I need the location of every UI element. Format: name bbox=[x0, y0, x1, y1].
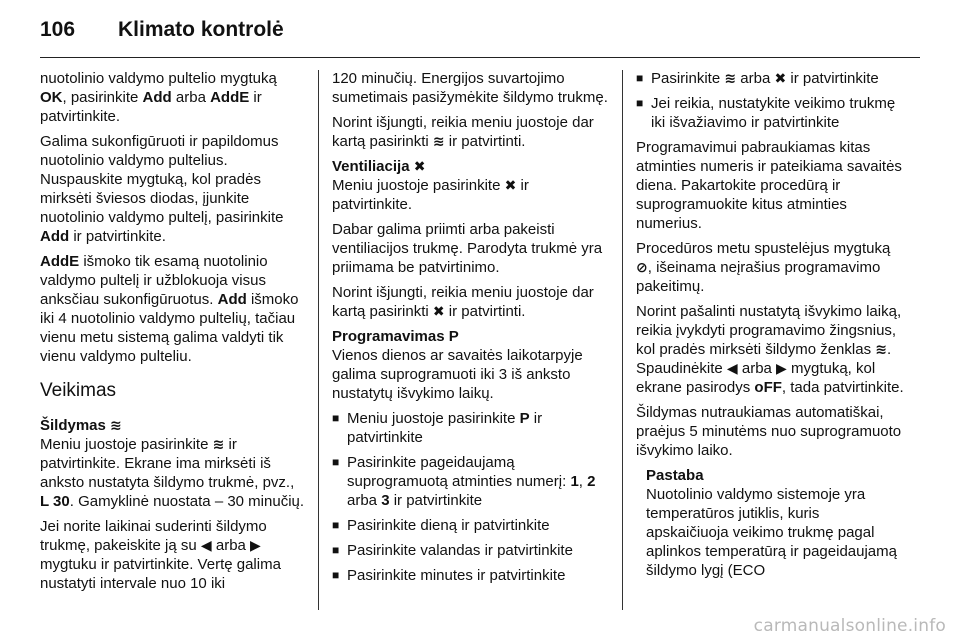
text: ir patvirtinti. bbox=[444, 133, 526, 150]
text: Pasirinkite pageidaujamą suprogramuotą atminties numerį: bbox=[347, 454, 571, 490]
adde-label: AddE bbox=[210, 89, 250, 106]
list-item bbox=[332, 409, 612, 447]
list-item: ■ Pasirinkite valandas ir patvirtinkite bbox=[332, 541, 612, 560]
text: arba bbox=[736, 70, 775, 87]
paragraph: Programavimui pabraukiamas kitas atminties numeris ir pateikiama savaitės diena. Pakartokite procedūrą ir suprogramuokite kitus atminties numerius. bbox=[636, 139, 902, 232]
paragraph bbox=[332, 176, 612, 214]
memory-number: 1 bbox=[570, 473, 579, 490]
ok-label: OK bbox=[40, 89, 63, 106]
text: ir patvirtinkite bbox=[786, 70, 879, 87]
subheading-heating bbox=[40, 416, 306, 435]
add-label: Add bbox=[142, 89, 172, 106]
text: arba bbox=[211, 537, 251, 554]
list-item bbox=[332, 453, 612, 510]
text: mygtuku ir patvirtinkite. Vertę galima nustatyti intervale nuo 10 iki bbox=[40, 556, 281, 592]
paragraph bbox=[40, 132, 306, 246]
paragraph bbox=[40, 69, 306, 126]
list-item bbox=[636, 69, 904, 88]
text: Norint pašalinti nustatytą išvykimo laiką, reikia įvykdyti programavimo žingsnius, kol pradės mirksėti šildymo ženklas bbox=[636, 303, 902, 358]
page-number: 106 bbox=[40, 18, 76, 41]
text: mygtuką, kol ekrane pasirodys bbox=[636, 360, 876, 396]
paragraph bbox=[636, 302, 904, 397]
text: ir patvirtinkite bbox=[389, 492, 483, 509]
fan-icon: ✖ bbox=[504, 177, 517, 193]
list-item: ■ Pasirinkite dieną ir patvirtinkite bbox=[332, 516, 612, 535]
text: Galima sukonfigūruoti ir papildomus nuotolinio valdymo pultelius. Nuspauskite mygtuką, kol pradės mirksėti šviesos diodas, įjunkite nuotolinio valdymo pultelį, pasirinkite bbox=[40, 133, 284, 226]
paragraph: Vienos dienos ar savaitės laikotarpyje galima suprogramuoti iki 3 iš anksto nustatytų išvykimo laikų. bbox=[332, 347, 583, 402]
fan-icon: ✖ bbox=[774, 70, 787, 86]
heating-icon: ≋ bbox=[212, 436, 225, 452]
add-label: Add bbox=[217, 291, 247, 308]
column-3 bbox=[636, 69, 904, 586]
text: ir patvirtinkite. bbox=[40, 89, 262, 125]
back-icon: ⊘ bbox=[636, 259, 648, 275]
text: . Spaudinėkite bbox=[636, 341, 892, 377]
adde-label: AddE bbox=[40, 253, 80, 270]
duration-value: L 30 bbox=[40, 493, 70, 510]
heating-icon: ≋ bbox=[432, 133, 445, 149]
paragraph bbox=[332, 283, 612, 321]
list-item: ■ Pasirinkite minutes ir patvirtinkite bbox=[332, 566, 612, 585]
heating-icon: ≋ bbox=[110, 417, 122, 433]
text: arba bbox=[171, 89, 211, 106]
text: . Gamyklinė nuostata – 30 minučių. bbox=[69, 493, 305, 510]
text: išmoko tik esamą nuotolinio valdymo pultelį ir užblokuoja visus anksčiau sukonfigūruotus. bbox=[40, 253, 268, 308]
off-label: oFF bbox=[754, 379, 782, 396]
text: Pasirinkite bbox=[651, 70, 725, 87]
section-heading: Veikimas bbox=[40, 380, 117, 401]
text: Norint išjungti, reikia meniu juostoje dar kartą pasirinkti bbox=[332, 284, 594, 320]
column-1 bbox=[40, 69, 306, 599]
paragraph: Šildymas nutraukiamas automatiškai, praėjus 5 minutėms nuo suprogramuoto išvykimo laiko. bbox=[636, 404, 902, 459]
text: ir patvirtinkite. bbox=[332, 177, 529, 213]
text: Meniu juostoje pasirinkite bbox=[347, 410, 520, 427]
paragraph: 120 minučių. Energijos suvartojimo sumetimais pasižymėkite šildymo trukmę. bbox=[332, 70, 608, 106]
text: , tada patvirtinkite. bbox=[781, 379, 904, 396]
text: Jei norite laikinai suderinti šildymo trukmę, pakeiskite ją su bbox=[40, 518, 267, 554]
text: išmoko iki 4 nuotolinio valdymo pultelių, tačiau vienu metu sistemą galima valdyti tik vienu valdymo pulteliu. bbox=[40, 291, 299, 365]
subheading-programming: Programavimas P bbox=[332, 328, 459, 345]
paragraph: Dabar galima priimti arba pakeisti ventiliacijos trukmę. Parodyta trukmė yra priimama be patvirtinimo. bbox=[332, 221, 603, 276]
paragraph bbox=[40, 517, 306, 593]
memory-number: 2 bbox=[587, 473, 596, 490]
text: ir patvirtinkite bbox=[347, 410, 543, 446]
note-text: Nuotolinio valdymo sistemoje yra temperatūros jutiklis, kuris apskaičiuoja veikimo trukmę pagal aplinkos temperatūrą ir pageidaujamą šildymo lygį (ECO bbox=[646, 486, 897, 579]
text: Šildymas bbox=[40, 417, 106, 434]
text: , pasirinkite bbox=[62, 89, 143, 106]
text: , išeinama neįrašius programavimo pakeitimų. bbox=[636, 259, 881, 295]
column-divider-2 bbox=[622, 70, 623, 610]
text: Meniu juostoje pasirinkite bbox=[332, 177, 505, 194]
paragraph bbox=[636, 239, 904, 296]
note-box bbox=[646, 466, 904, 580]
text: Ventiliacija bbox=[332, 158, 410, 175]
text: Procedūros metu spustelėjus mygtuką bbox=[636, 240, 891, 257]
paragraph bbox=[332, 113, 612, 151]
heating-icon: ≋ bbox=[875, 341, 887, 357]
add-label: Add bbox=[40, 228, 70, 245]
text: ir patvirtinti. bbox=[444, 303, 526, 320]
left-arrow-icon: ◀ bbox=[726, 360, 738, 376]
chapter-title: Klimato kontrolė bbox=[118, 18, 284, 41]
text: arba bbox=[737, 360, 777, 377]
text: Norint išjungti, reikia meniu juostoje dar kartą pasirinkti bbox=[332, 114, 594, 150]
heating-icon: ≋ bbox=[724, 70, 737, 86]
text: ir patvirtinkite. bbox=[69, 228, 166, 245]
right-arrow-icon: ▶ bbox=[776, 360, 787, 376]
paragraph bbox=[40, 252, 306, 366]
text: nuotolinio valdymo pultelio mygtuką bbox=[40, 70, 277, 87]
watermark: carmanualsonline.info bbox=[753, 616, 946, 636]
header-rule bbox=[40, 57, 920, 58]
note-heading: Pastaba bbox=[646, 467, 704, 484]
right-arrow-icon: ▶ bbox=[250, 537, 261, 553]
text: Meniu juostoje pasirinkite bbox=[40, 436, 213, 453]
column-2 bbox=[332, 69, 612, 591]
text: ir patvirtinkite. Ekrane ima mirksėti iš anksto nustatyta šildymo trukmė, pvz., bbox=[40, 436, 295, 491]
page-header bbox=[40, 14, 920, 50]
list-item: ■ Jei reikia, nustatykite veikimo trukmę iki išvažiavimo ir patvirtinkite bbox=[636, 94, 904, 132]
text: , bbox=[578, 473, 588, 490]
subheading-ventilation bbox=[332, 157, 612, 176]
left-arrow-icon: ◀ bbox=[200, 537, 212, 553]
paragraph bbox=[40, 435, 306, 511]
text: arba bbox=[347, 492, 382, 509]
fan-icon: ✖ bbox=[432, 303, 445, 319]
column-divider-1 bbox=[318, 70, 319, 610]
fan-icon: ✖ bbox=[413, 158, 426, 174]
memory-number: 3 bbox=[381, 492, 390, 509]
program-label: P bbox=[519, 410, 530, 427]
